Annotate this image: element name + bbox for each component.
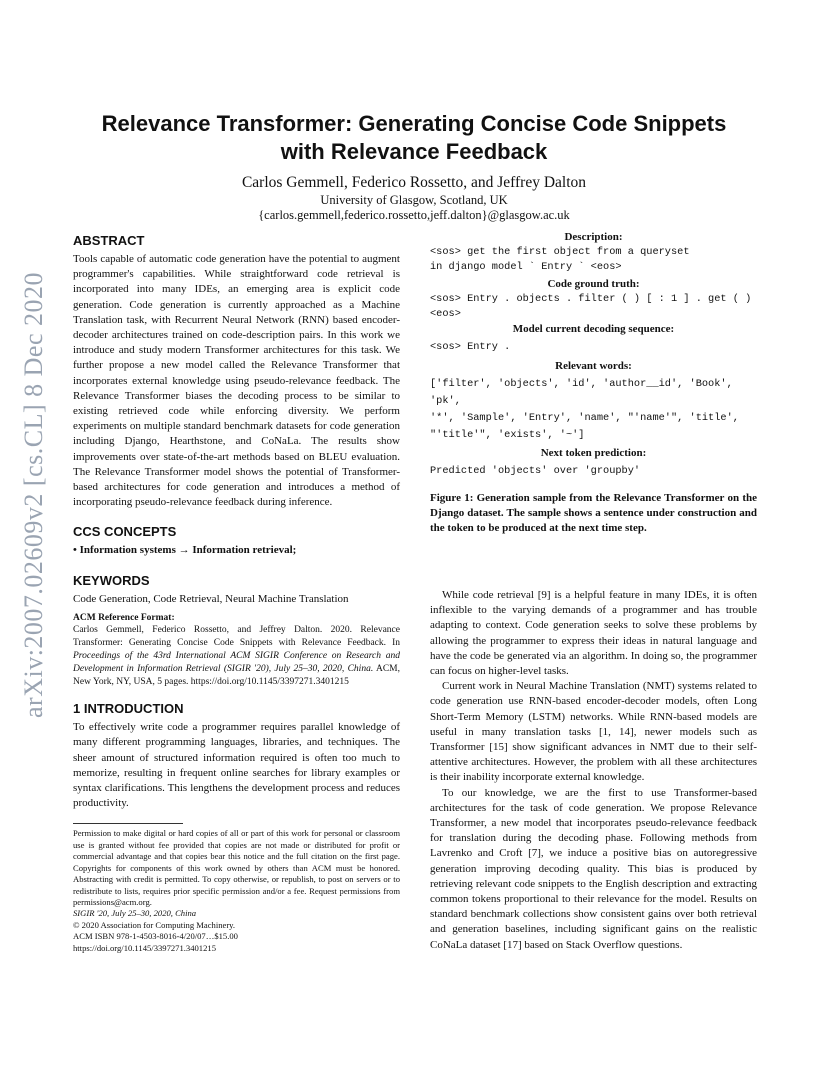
doi-link[interactable]: https://doi.org/10.1145/3397271.3401215	[73, 942, 216, 953]
abstract-text: Tools capable of automatic code generation have the potential to augment programmer's capabilities. While straightforward code retrieval is incorporated into many IDEs, an emerging area is explicit code generation. Code generation is currently approached as a Machine Translation task, with Recurrent Neural Network (RNN) based encoder-decoder architectures trained on code-description pairs. In this work we introduce and study modern Transformer architectures for this task. We further propose a new model called the Relevance Transformer that incorporates external knowledge using pseudo-relevance feedback. The Relevance Transformer biases the decoding process to be similar to existing retrieved code while enforcing diversity. We perform experiments on multiple standard benchmark datasets for code generation including Django, Hearthstone, and CoNaLa. The results show improvements over state-of-the-art methods based on BLEU evaluation. The Relevance Transformer model shows the potential of Transformer-based architectures for code generation and introduces a method of incorporating pseudo-relevance feedback during inference.	[73, 253, 400, 509]
ccs-concepts: • Information systems → Information retrieval;	[73, 544, 297, 557]
intro-paragraph-4: To our knowledge, we are the first to use Transformer-based architectures for the task of code generation. We propose Relevance Transformer, a new model that incorporates pseudo-relevance feedback for translation during the decoding phase. Following methods from Lavrenko and Croft [7], we induce a positive bias on autoregressive generation improving decoding quality. This bias is produced by retrieving relevant code snippets to the English description and extracting common tokens proportional to their relevance for the model. Results on standard benchmark collections show consistent gains over both retrieval and generation baselines, including significant gains on the realistic CoNaLa dataset [17] based on Stack Overflow questions.	[430, 786, 757, 951]
affiliation: University of Glasgow, Scotland, UK	[320, 193, 508, 207]
figure-ground-truth-heading: Code ground truth:	[547, 278, 640, 290]
abstract-heading: ABSTRACT	[73, 233, 145, 248]
figure-next-token-prediction: Predicted 'objects' over 'groupby'	[430, 465, 641, 477]
figure-decoding-sequence: <sos> Entry .	[430, 341, 511, 353]
paper-title	[80, 110, 748, 166]
conference-info: SIGIR '20, July 25–30, 2020, China	[73, 908, 197, 919]
figure-relevant-words: ['filter', 'objects', 'id', 'author__id', 'Book', 'pk', '*', 'Sample', 'Entry', 'name', "'name'", 'title', "'title'", 'exists', '~']	[430, 378, 739, 441]
arxiv-identifier: arXiv:2007.02609v2 [cs.CL] 8 Dec 2020	[19, 272, 48, 718]
intro-paragraph-2: While code retrieval [9] is a helpful feature in many IDEs, it is often inflexible to the varying demands of a programmer and has trouble adapting to context. Code generation seeks to solve these problems by allowing the programmer to express their ideas in natural language and have the code be generated via an algorithm. In doing so, the programmer can focus on higher-level tasks.	[430, 589, 757, 678]
keywords-heading: KEYWORDS	[73, 572, 150, 588]
isbn-info: ACM ISBN 978-1-4503-8016-4/20/07…$15.00	[73, 931, 238, 942]
reference-format-text	[73, 624, 400, 689]
ccs-heading: CCS CONCEPTS	[73, 524, 177, 540]
permission-notice: Permission to make digital or hard copies of all or part of this work for personal or classroom use is granted without fee provided that copies are not made or distributed for profit or commercial advantage and that copies bear this notice and the full citation on the first page. Copyrights for components of this work owned by others than ACM must be honored. Abstracting with credit is permitted. To copy otherwise, or republish, to post on servers or to redistribute to lists, requires prior specific permission and/or a fee. Request permissions from permissions@acm.org.	[73, 828, 400, 907]
title-line-2: with Relevance Feedback	[280, 139, 548, 164]
right-column	[430, 230, 757, 953]
figure-description-heading: Description:	[564, 231, 623, 243]
reference-publisher: ACM, New York, NY, USA, 5 pages. https://doi.org/10.1145/3397271.3401215	[73, 664, 400, 688]
title-line-1: Relevance Transformer: Generating Concise Code Snippets	[101, 111, 727, 136]
reference-citation: Carlos Gemmell, Federico Rossetto, and Jeffrey Dalton. 2020. Relevance Transformer: Generating Concise Code Snippets with Relevance Feedback. In	[73, 625, 400, 649]
figure-decoding-heading: Model current decoding sequence:	[512, 323, 675, 335]
keywords-text: Code Generation, Code Retrieval, Neural Machine Translation	[73, 592, 349, 605]
figure-relevant-heading: Relevant words:	[555, 360, 632, 372]
copyright-notice: © 2020 Association for Computing Machinery.	[73, 919, 236, 930]
figure-caption: Figure 1: Generation sample from the Relevance Transformer on the Django dataset. The sample shows a sentence under construction and the token to be produced at the next time step.	[430, 492, 757, 534]
author-emails: {carlos.gemmell,federico.rossetto,jeff.dalton}@glasgow.ac.uk	[258, 208, 570, 222]
figure-prediction-heading: Next token prediction:	[540, 447, 647, 459]
left-column	[73, 233, 400, 954]
reference-proceedings: Proceedings of the 43rd International ACM SIGIR Conference on Research and Development in Information Retrieval (SIGIR '20), July 25–30, 2020, China.	[73, 651, 400, 675]
figure-ground-truth: <sos> Entry . objects . filter ( ) [ : 1 ] . get ( ) <eos>	[430, 293, 758, 320]
introduction-heading: 1 INTRODUCTION	[73, 701, 184, 717]
footnote-rule	[73, 823, 183, 824]
figure-description: <sos> get the first object from a queryset in django model ` Entry ` <eos>	[430, 246, 690, 273]
intro-paragraph-1: To effectively write code a programmer requires parallel knowledge of many different programming languages, libraries, and techniques. The sheer amount of structured information required is often too much to memorize, resulting in frequent online searches for library examples or syntax clarifications. This lengthens the development process and reduces productivity.	[73, 721, 400, 810]
reference-format-label: ACM Reference Format:	[73, 612, 175, 623]
figure-1	[430, 230, 757, 536]
author-list: Carlos Gemmell, Federico Rossetto, and Jeffrey Dalton	[241, 174, 587, 191]
intro-paragraph-3: Current work in Neural Machine Translation (NMT) systems related to code generation use RNN-based encoder-decoder models, often Long Short-Term Memory (LSTM) networks. While RNN-based models are useful in many translation tasks [1, 14], newer models such as Transformer [15] show significant advances in NMT due to their self-attentive architectures. However, the problem with all these architectures is their inability incorporate external knowledge.	[430, 680, 757, 784]
arxiv-side-stamp	[14, 265, 54, 725]
